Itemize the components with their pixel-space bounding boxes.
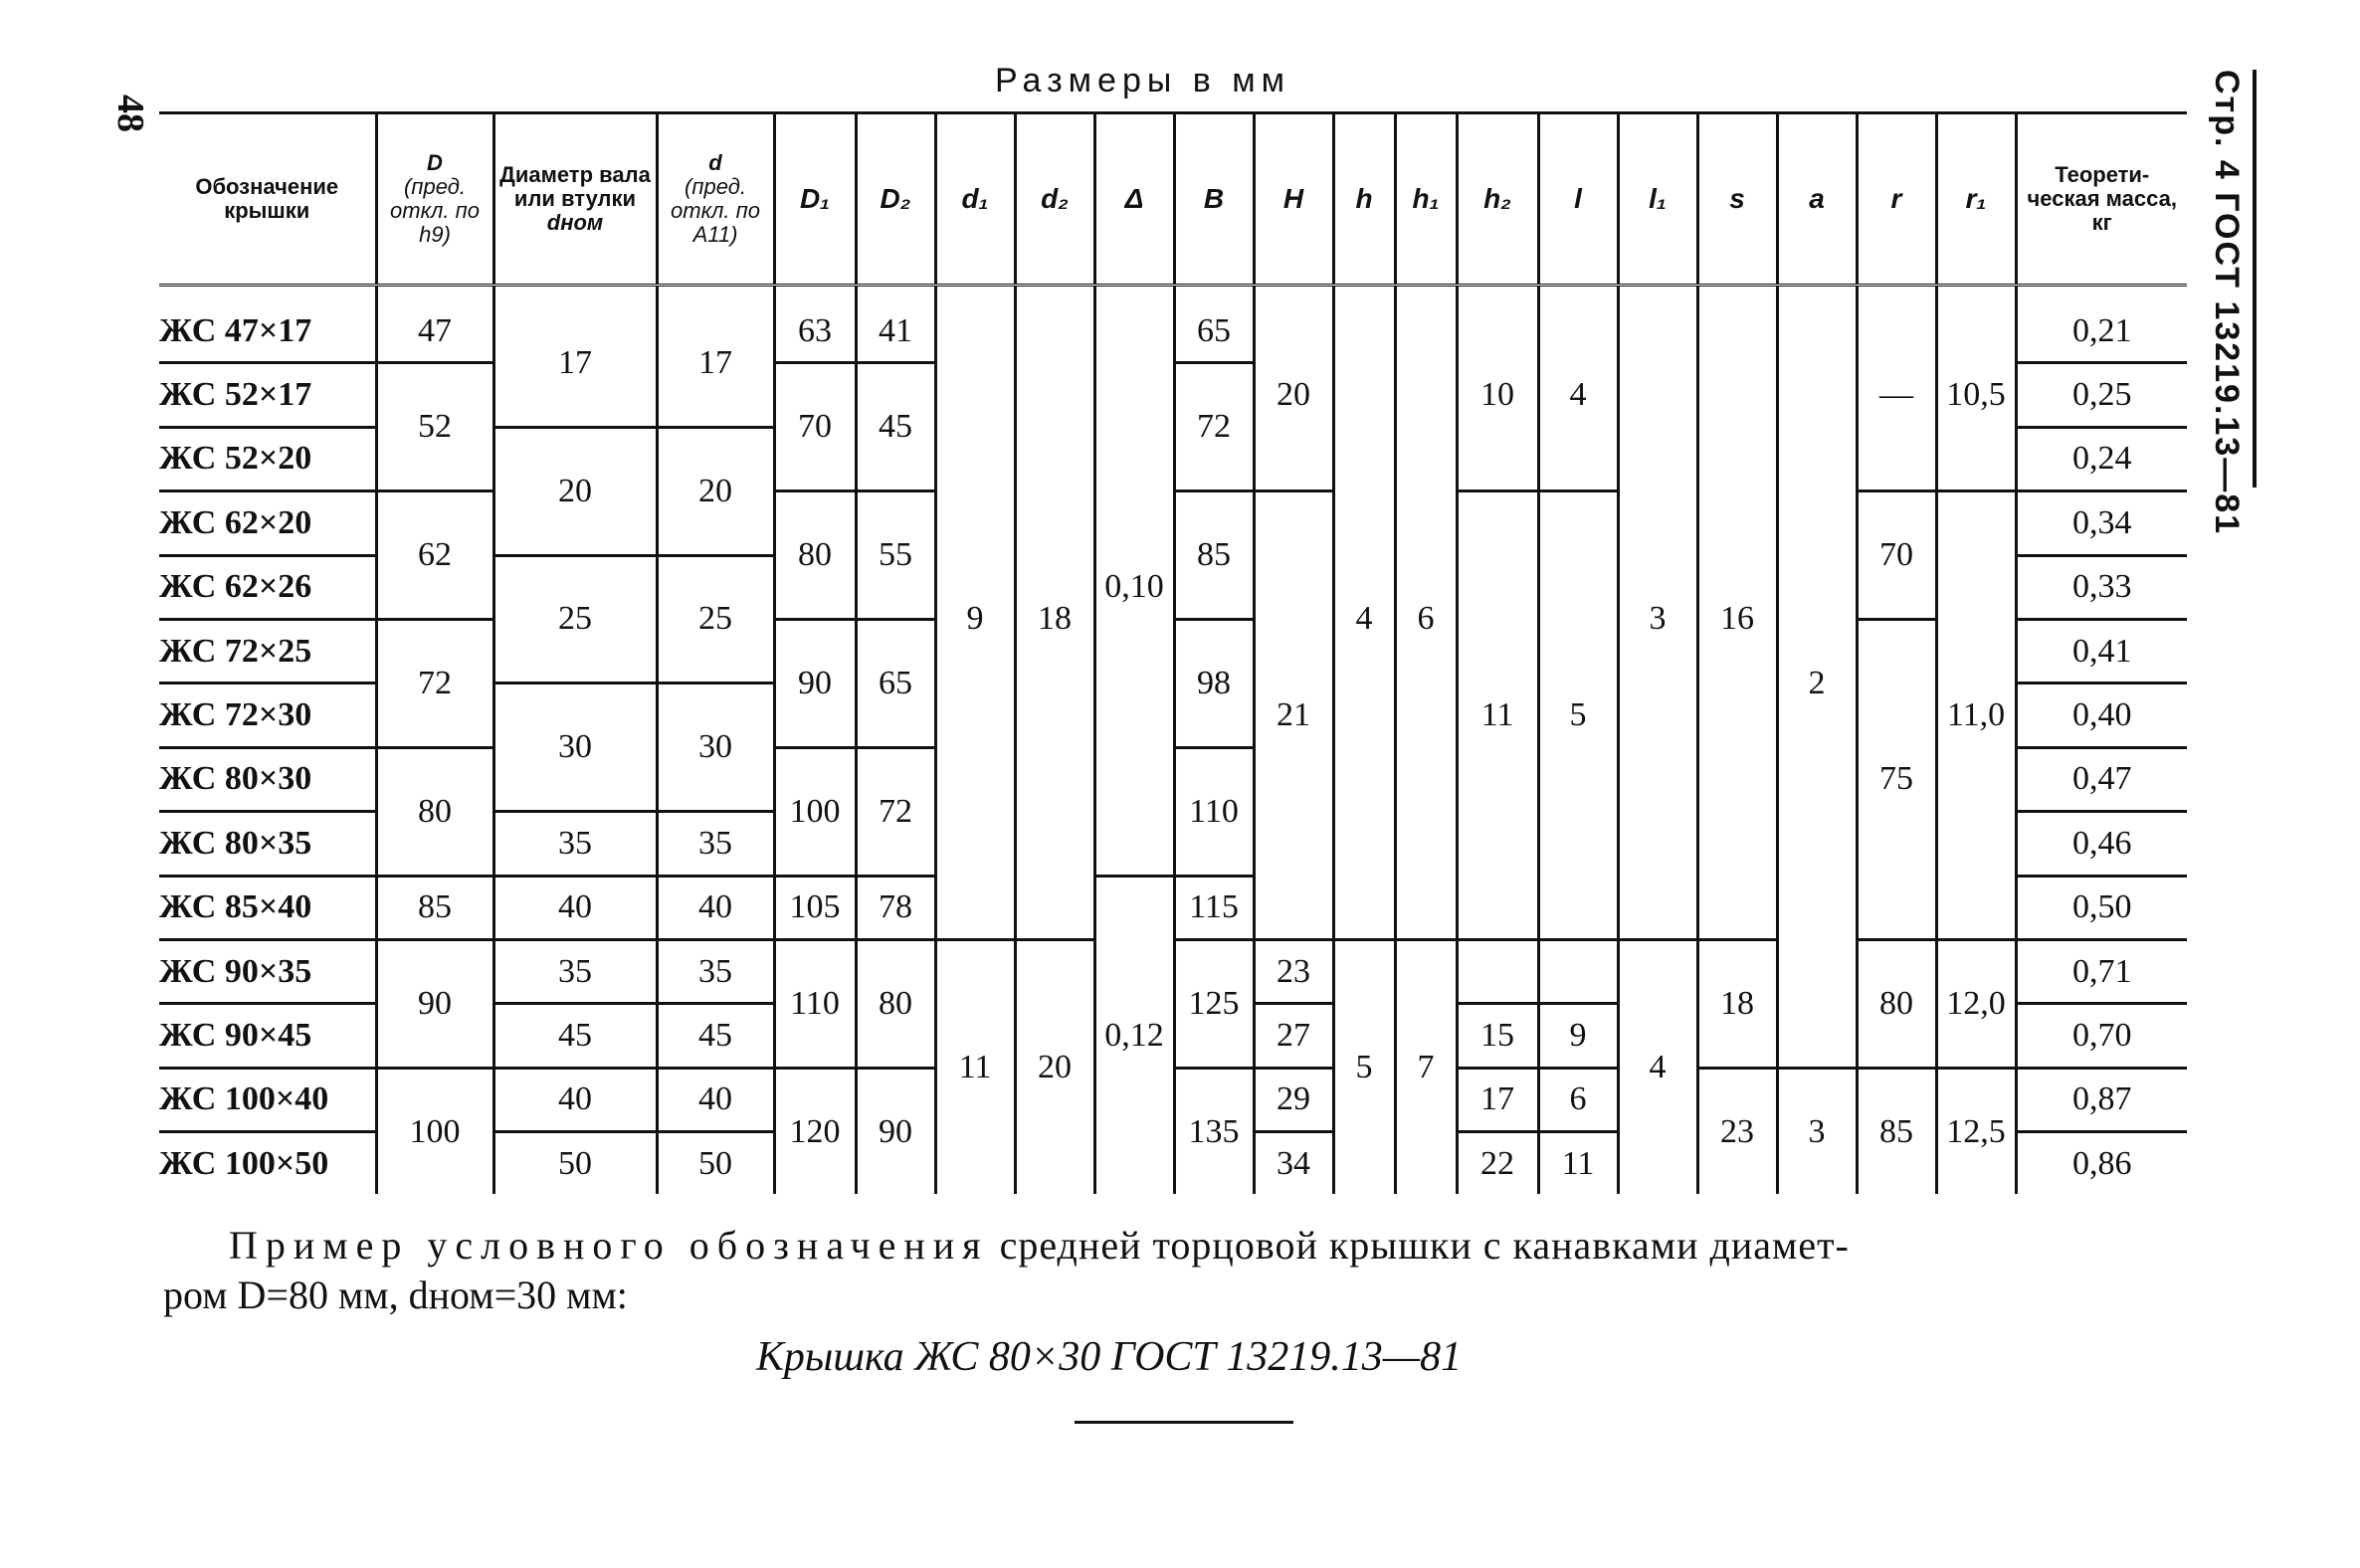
r1-cell: 11,0 xyxy=(1936,491,2016,940)
h2-cell: 17 xyxy=(1457,1068,1538,1131)
header-l: l xyxy=(1538,113,1618,286)
mass-cell: 0,41 xyxy=(2016,619,2187,683)
h-cell: 5 xyxy=(1333,939,1395,1194)
d1-cell: 9 xyxy=(935,300,1015,939)
D-cell: 72 xyxy=(376,619,493,747)
mass-cell: 0,87 xyxy=(2016,1068,2187,1131)
header-delta: Δ xyxy=(1094,113,1174,286)
l-cell: 9 xyxy=(1538,1004,1618,1068)
dnom-cell: 30 xyxy=(493,684,657,812)
h2-cell xyxy=(1457,939,1538,1003)
B-cell: 72 xyxy=(1174,363,1254,491)
header-h1: h₁ xyxy=(1395,113,1457,286)
designation-cell: ЖС 72×30 xyxy=(159,684,376,747)
D1-cell: 63 xyxy=(774,300,856,363)
r1-cell: 12,0 xyxy=(1936,939,2016,1068)
d-cell: 20 xyxy=(657,427,774,555)
D2-cell: 41 xyxy=(856,300,935,363)
header-designation: Обозначение крышки xyxy=(159,113,376,286)
mass-cell: 0,21 xyxy=(2016,300,2187,363)
header-D: D (пред. откл. по h9) xyxy=(376,113,493,286)
s-cell: 23 xyxy=(1697,1068,1777,1194)
header-l1: l₁ xyxy=(1618,113,1697,286)
r1-cell: 12,5 xyxy=(1936,1068,2016,1194)
header-r1: r₁ xyxy=(1936,113,2016,286)
H-cell: 34 xyxy=(1254,1132,1333,1195)
D1-cell: 100 xyxy=(774,747,856,876)
mass-cell: 0,25 xyxy=(2016,363,2187,427)
example-text-line1 xyxy=(229,1222,1850,1269)
h2-cell: 11 xyxy=(1457,491,1538,940)
d2-cell: 20 xyxy=(1015,939,1094,1194)
s-cell: 16 xyxy=(1697,300,1777,939)
h1-cell: 6 xyxy=(1395,300,1457,939)
header-H: H xyxy=(1254,113,1333,286)
d-cell: 45 xyxy=(657,1004,774,1068)
designation-cell: ЖС 47×17 xyxy=(159,300,376,363)
B-cell: 98 xyxy=(1174,619,1254,747)
side-header: Стр. 4 ГОСТ 13219.13—81 xyxy=(2208,70,2246,536)
D1-cell: 120 xyxy=(774,1068,856,1194)
designation-cell: ЖС 62×26 xyxy=(159,555,376,619)
header-D1: D₁ xyxy=(774,113,856,286)
l1-cell: 3 xyxy=(1618,300,1697,939)
l-cell xyxy=(1538,939,1618,1003)
D1-cell: 90 xyxy=(774,619,856,747)
B-cell: 135 xyxy=(1174,1068,1254,1194)
H-cell: 23 xyxy=(1254,939,1333,1003)
r-cell: 80 xyxy=(1857,939,1936,1068)
l-cell: 4 xyxy=(1538,300,1618,491)
designation-cell: ЖС 52×20 xyxy=(159,427,376,490)
header-row xyxy=(159,113,2187,286)
a-cell: 3 xyxy=(1777,1068,1857,1194)
l-cell: 11 xyxy=(1538,1132,1618,1195)
example-rest-text: средней торцовой крышки с канавками диамет- xyxy=(988,1223,1850,1268)
D2-cell: 72 xyxy=(856,747,935,876)
delta-cell: 0,12 xyxy=(1094,876,1174,1194)
example-text-line2: ром D=80 мм, dном=30 мм: xyxy=(163,1273,628,1317)
dnom-cell: 45 xyxy=(493,1004,657,1068)
header-B: B xyxy=(1174,113,1254,286)
dnom-cell: 35 xyxy=(493,812,657,876)
h2-cell: 10 xyxy=(1457,300,1538,491)
header-mass: Теорети- ческая масса, кг xyxy=(2016,113,2187,286)
dnom-cell: 17 xyxy=(493,300,657,427)
D1-cell: 110 xyxy=(774,939,856,1068)
dnom-cell: 50 xyxy=(493,1132,657,1195)
example-designation: Крышка ЖС 80×30 ГОСТ 13219.13—81 xyxy=(756,1334,1463,1380)
H-cell: 21 xyxy=(1254,491,1333,940)
d-cell: 40 xyxy=(657,876,774,939)
mass-cell: 0,71 xyxy=(2016,939,2187,1003)
D1-cell: 105 xyxy=(774,876,856,939)
designation-cell: ЖС 90×45 xyxy=(159,1004,376,1068)
header-D2: D₂ xyxy=(856,113,935,286)
h2-cell: 22 xyxy=(1457,1132,1538,1195)
d-cell: 30 xyxy=(657,684,774,812)
r-cell: 75 xyxy=(1857,619,1936,939)
side-rule xyxy=(2253,70,2257,488)
header-h: h xyxy=(1333,113,1395,286)
mass-cell: 0,40 xyxy=(2016,684,2187,747)
r-cell: — xyxy=(1857,300,1936,491)
D-cell: 62 xyxy=(376,491,493,620)
closing-rule xyxy=(1075,1421,1293,1424)
header-h2: h₂ xyxy=(1457,113,1538,286)
l-cell: 6 xyxy=(1538,1068,1618,1131)
dnom-cell: 20 xyxy=(493,427,657,555)
mass-cell: 0,50 xyxy=(2016,876,2187,939)
D-cell: 90 xyxy=(376,939,493,1068)
dnom-cell: 40 xyxy=(493,876,657,939)
a-cell: 2 xyxy=(1777,300,1857,1068)
dnom-cell: 35 xyxy=(493,939,657,1003)
B-cell: 110 xyxy=(1174,747,1254,876)
D1-cell: 80 xyxy=(774,491,856,620)
D2-cell: 45 xyxy=(856,363,935,491)
dnom-cell: 40 xyxy=(493,1068,657,1131)
D-cell: 47 xyxy=(376,300,493,363)
designation-cell: ЖС 62×20 xyxy=(159,491,376,555)
header-r: r xyxy=(1857,113,1936,286)
B-cell: 115 xyxy=(1174,876,1254,939)
d-cell: 25 xyxy=(657,555,774,684)
D-cell: 52 xyxy=(376,363,493,491)
designation-cell: ЖС 52×17 xyxy=(159,363,376,427)
header-a: a xyxy=(1777,113,1857,286)
d-cell: 35 xyxy=(657,812,774,876)
d2-cell: 18 xyxy=(1015,300,1094,939)
d-cell: 50 xyxy=(657,1132,774,1195)
H-cell: 29 xyxy=(1254,1068,1333,1131)
d-cell: 40 xyxy=(657,1068,774,1131)
spec-table xyxy=(159,111,2187,1194)
designation-cell: ЖС 72×25 xyxy=(159,619,376,683)
d-cell: 17 xyxy=(657,300,774,427)
D2-cell: 65 xyxy=(856,619,935,747)
example-spaced-text: Пример условного обозначения xyxy=(229,1223,989,1268)
r-cell: 70 xyxy=(1857,491,1936,620)
designation-cell: ЖС 85×40 xyxy=(159,876,376,939)
D2-cell: 90 xyxy=(856,1068,935,1194)
page-number: 48 xyxy=(109,95,151,132)
B-cell: 85 xyxy=(1174,491,1254,620)
D-cell: 100 xyxy=(376,1068,493,1194)
D-cell: 80 xyxy=(376,747,493,876)
designation-cell: ЖС 80×35 xyxy=(159,812,376,876)
s-cell: 18 xyxy=(1697,939,1777,1068)
delta-cell: 0,10 xyxy=(1094,300,1174,876)
mass-cell: 0,47 xyxy=(2016,747,2187,811)
B-cell: 125 xyxy=(1174,939,1254,1068)
D2-cell: 78 xyxy=(856,876,935,939)
h2-cell: 15 xyxy=(1457,1004,1538,1068)
mass-cell: 0,70 xyxy=(2016,1004,2187,1068)
d1-cell: 11 xyxy=(935,939,1015,1194)
designation-cell: ЖС 90×35 xyxy=(159,939,376,1003)
table-row xyxy=(159,300,2187,363)
D2-cell: 55 xyxy=(856,491,935,620)
D2-cell: 80 xyxy=(856,939,935,1068)
H-cell: 27 xyxy=(1254,1004,1333,1068)
l1-cell: 4 xyxy=(1618,939,1697,1194)
mass-cell: 0,34 xyxy=(2016,491,2187,555)
header-d: d (пред. откл. по A11) xyxy=(657,113,774,286)
designation-cell: ЖС 100×50 xyxy=(159,1132,376,1195)
mass-cell: 0,24 xyxy=(2016,427,2187,490)
units-caption: Размеры в мм xyxy=(995,62,1291,99)
h1-cell: 7 xyxy=(1395,939,1457,1194)
D1-cell: 70 xyxy=(774,363,856,491)
r1-cell: 10,5 xyxy=(1936,300,2016,491)
designation-cell: ЖС 100×40 xyxy=(159,1068,376,1131)
mass-cell: 0,86 xyxy=(2016,1132,2187,1195)
dnom-cell: 25 xyxy=(493,555,657,684)
h-cell: 4 xyxy=(1333,300,1395,939)
header-d1: d₁ xyxy=(935,113,1015,286)
mass-cell: 0,46 xyxy=(2016,812,2187,876)
r-cell: 85 xyxy=(1857,1068,1936,1194)
header-s: s xyxy=(1697,113,1777,286)
D-cell: 85 xyxy=(376,876,493,939)
designation-cell: ЖС 80×30 xyxy=(159,747,376,811)
header-shaft: Диаметр вала или втулки dном xyxy=(493,113,657,286)
mass-cell: 0,33 xyxy=(2016,555,2187,619)
l-cell: 5 xyxy=(1538,491,1618,940)
d-cell: 35 xyxy=(657,939,774,1003)
B-cell: 65 xyxy=(1174,300,1254,363)
H-cell: 20 xyxy=(1254,300,1333,491)
header-d2: d₂ xyxy=(1015,113,1094,286)
